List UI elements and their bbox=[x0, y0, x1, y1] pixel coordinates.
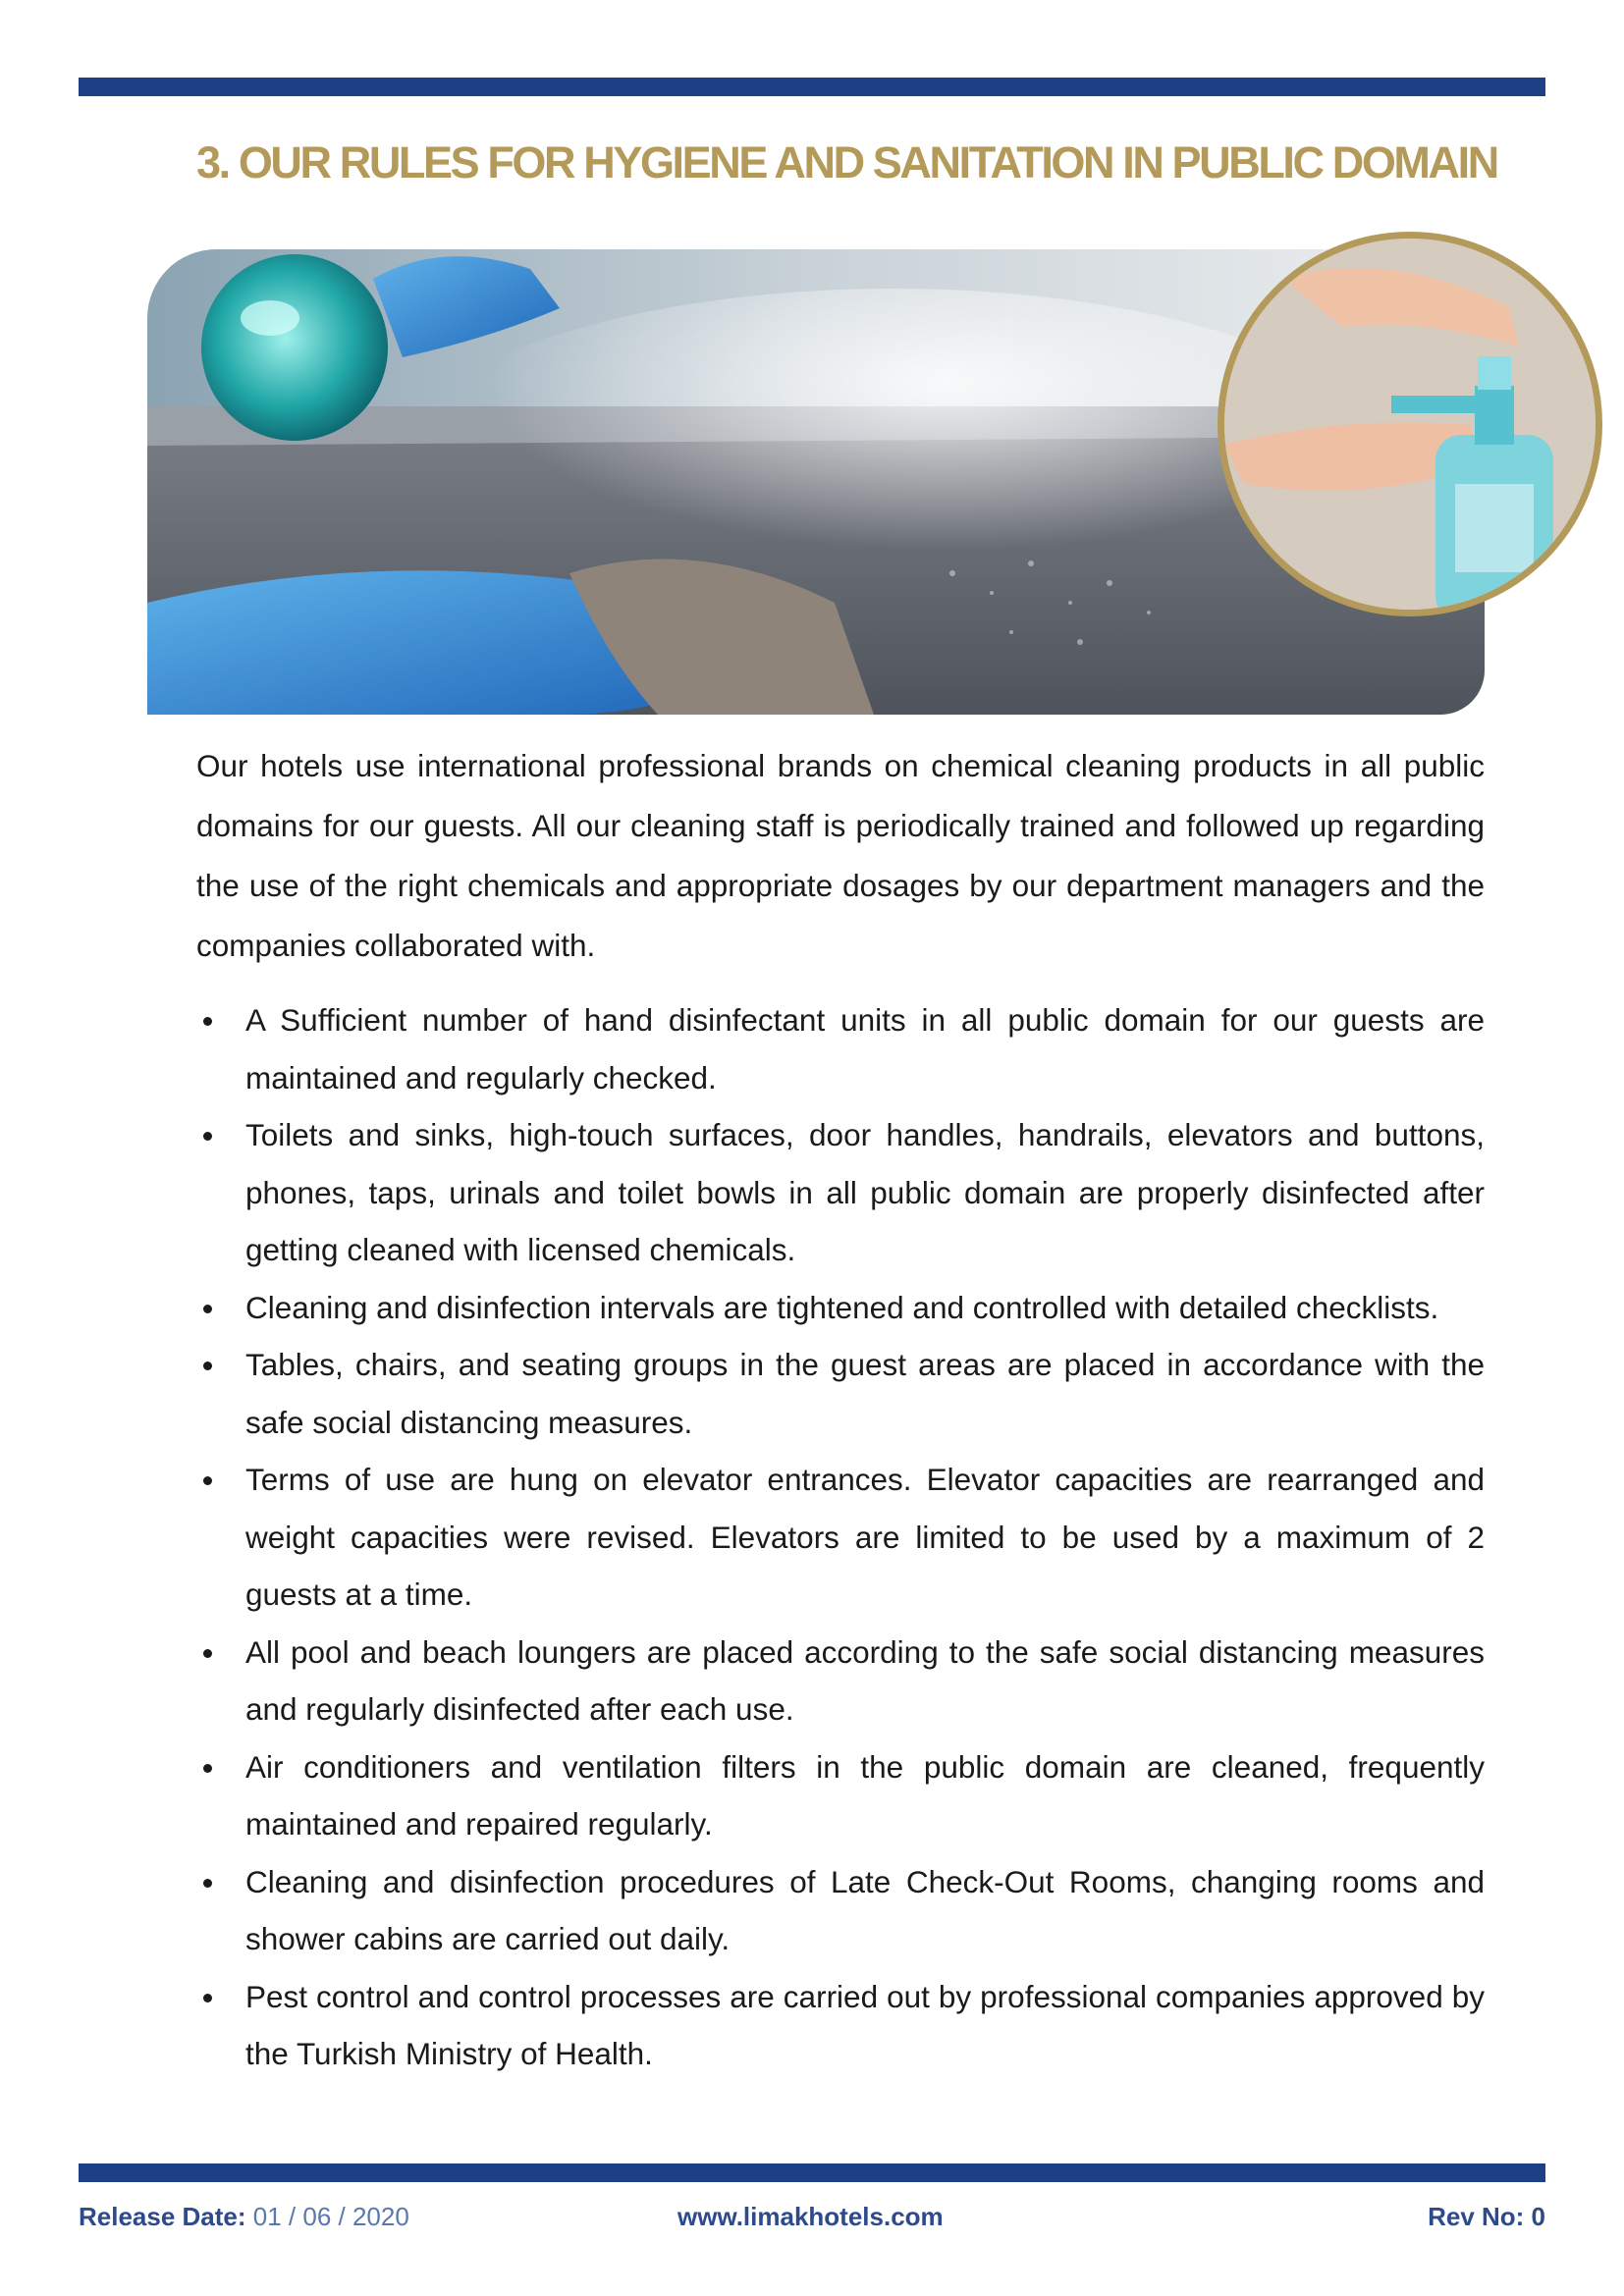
bullet-icon bbox=[203, 1305, 212, 1313]
list-item bbox=[196, 1106, 1485, 1279]
bottom-rule bbox=[79, 2163, 1545, 2182]
list-item-text: A Sufficient number of hand disinfectant units in all public domain for our guests are maintained and regularly checked. bbox=[245, 1002, 1485, 1095]
bullet-icon bbox=[203, 1362, 212, 1370]
release-date bbox=[79, 2202, 409, 2232]
list-item-text: All pool and beach loungers are placed according to the safe social distancing measures and regularly disinfected after each use. bbox=[245, 1633, 1485, 1727]
list-item-text: Tables, chairs, and seating groups in the guest areas are placed in accordance with the safe social distancing measures. bbox=[245, 1347, 1485, 1440]
list-item-text: Cleaning and disinfection procedures of Late Check-Out Rooms, changing rooms and shower cabins are carried out daily. bbox=[245, 1863, 1485, 1956]
list-item-text: Cleaning and disinfection intervals are tightened and controlled with detailed checklists. bbox=[245, 1289, 1439, 1325]
list-item bbox=[196, 1279, 1485, 1337]
bullet-icon bbox=[203, 1017, 212, 1026]
page-title: 3. OUR RULES FOR HYGIENE AND SANITATION IN PUBLIC DOMAIN bbox=[196, 137, 1497, 187]
bullet-icon bbox=[203, 1649, 212, 1658]
list-item-text: Air conditioners and ventilation filters in the public domain are cleaned, frequently maintained and repaired regularly. bbox=[245, 1748, 1485, 1842]
list-item bbox=[196, 1451, 1485, 1624]
intro-paragraph: Our hotels use international professional brands on chemical cleaning products in all public domains for our guests. All our cleaning staff is periodically trained and followed up regarding the use of the right chemicals and appropriate dosages by our department managers and the companies collaborated with. bbox=[196, 748, 1485, 963]
release-date-value: 01 / 06 / 2020 bbox=[252, 2202, 409, 2231]
hand-sanitizer-photo bbox=[1218, 232, 1602, 616]
bullet-icon bbox=[203, 1879, 212, 1888]
list-item-text: Terms of use are hung on elevator entrances. Elevator capacities are rearranged and weight capacities were revised. Elevators are limited to be used by a maximum of 2 guests at a time. bbox=[245, 1462, 1485, 1612]
release-date-label: Release Date: bbox=[79, 2202, 246, 2231]
bullet-icon bbox=[203, 1764, 212, 1773]
list-item-text: Toilets and sinks, high-touch surfaces, door handles, handrails, elevators and buttons, phones, taps, urinals and toilet bowls in all public domain are properly disinfected after getting cleaned with licensed chemicals. bbox=[245, 1117, 1485, 1267]
list-item-text: Pest control and control processes are carried out by professional companies approved by the Turkish Ministry of Health. bbox=[245, 1978, 1485, 2071]
bullet-icon bbox=[203, 1994, 212, 2002]
revision-number: Rev No: 0 bbox=[1428, 2202, 1545, 2231]
list-item bbox=[196, 1968, 1485, 2083]
list-item bbox=[196, 1336, 1485, 1451]
rules-list bbox=[196, 991, 1485, 2083]
list-item bbox=[196, 1624, 1485, 1738]
top-rule bbox=[79, 78, 1545, 96]
bullet-icon bbox=[203, 1132, 212, 1141]
bullet-icon bbox=[203, 1476, 212, 1485]
website-link[interactable]: www.limakhotels.com bbox=[677, 2202, 944, 2231]
list-item bbox=[196, 1853, 1485, 1968]
list-item bbox=[196, 991, 1485, 1106]
list-item bbox=[196, 1738, 1485, 1853]
